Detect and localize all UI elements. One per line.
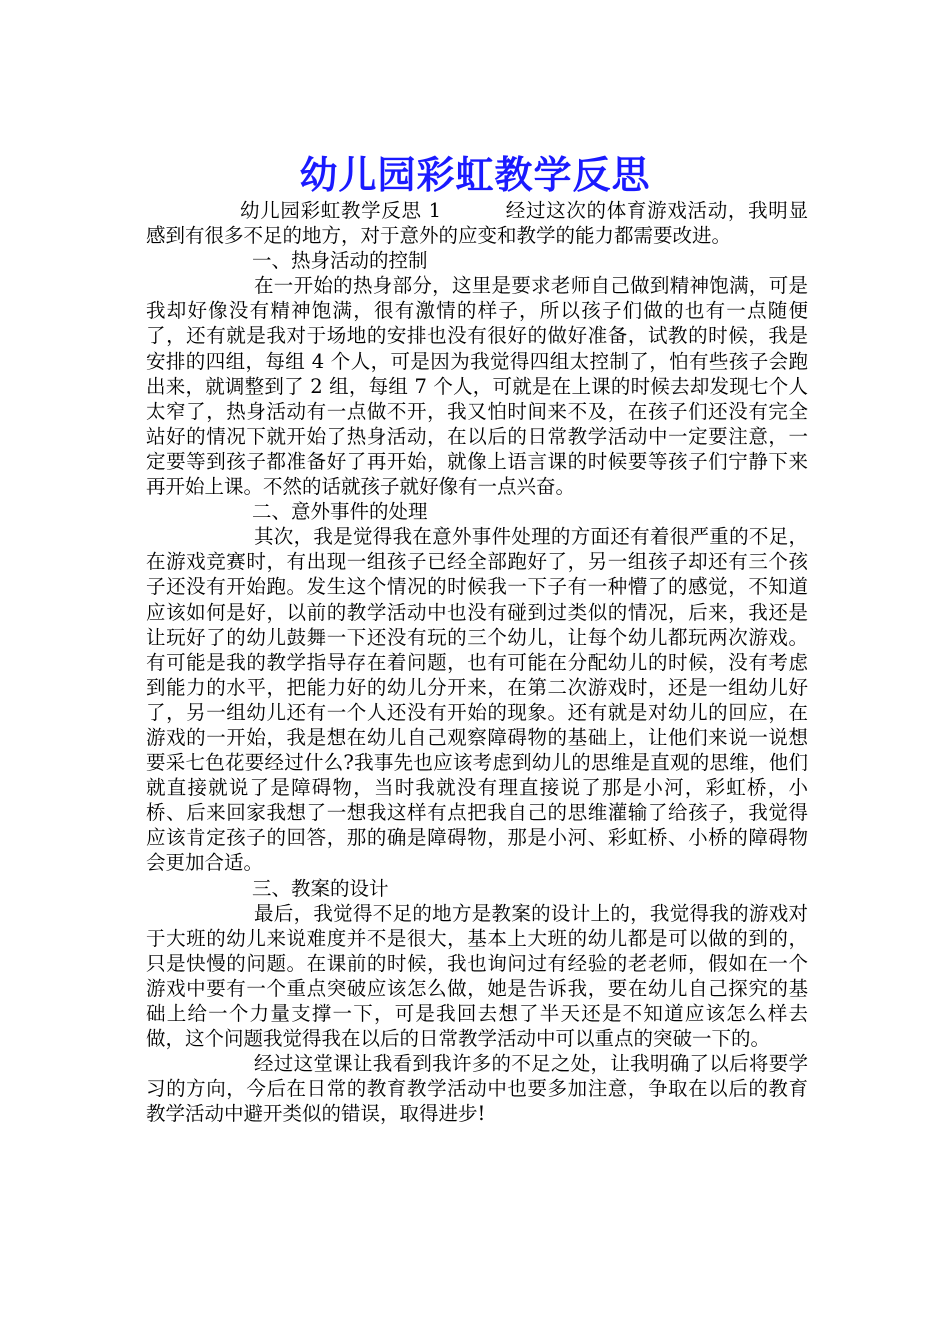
intro-label: 幼儿园彩虹教学反思 1 xyxy=(240,199,442,222)
section-heading-2: 二、意外事件的处理 xyxy=(252,500,428,524)
document-title: 幼儿园彩虹教学反思 xyxy=(299,152,651,198)
section-heading-3: 三、教案的设计 xyxy=(252,876,389,900)
intro-paragraph xyxy=(146,198,808,248)
conclusion-paragraph: 经过这堂课让我看到我许多的不足之处，让我明确了以后将要学习的方向，今后在日常的教育教学活动中也要多加注意，争取在以后的教育教学活动中避开类似的错误，取得进步! xyxy=(146,1052,808,1126)
section-paragraph-1: 在一开始的热身部分，这里是要求老师自己做到精神饱满，可是我却好像没有精神饱满，很有激情的样子，所以孩子们做的也有一点随便了，还有就是我对于场地的安排也没有很好的做好准备，试教的时候，我是安排的四组，每组 4 个人，可是因为我觉得四组太控制了，怕有些孩子会跑出来，就调整到了 2 组，每组 7 个人，可就是在上课的时候去却发现七个人太窄了，热身活动有一点做不开，我又怕时间来不及，在孩子们还没有完全站好的情况下就开始了热身活动，在以后的日常教学活动中一定要注意，一定要等到孩子都准备好了再开始，就像上语言课的时候要等孩子们宁静下来再开始上课。不然的话就孩子就好像有一点兴奋。 xyxy=(146,274,808,499)
section-heading-1: 一、热身活动的控制 xyxy=(252,249,428,273)
section-paragraph-3: 最后，我觉得不足的地方是教案的设计上的，我觉得我的游戏对于大班的幼儿来说难度并不是很大，基本上大班的幼儿都是可以做的到的，只是快慢的问题。在课前的时候，我也询问过有经验的老老师，假如在一个游戏中要有一个重点突破应该怎么做，她是告诉我，要在幼儿自己探究的基础上给一个力量支撑一下，可是我回去想了半天还是不知道应该怎么样去做，这个问题我觉得我在以后的日常教学活动中可以重点的突破一下的。 xyxy=(146,901,808,1051)
section-paragraph-2: 其次，我是觉得我在意外事件处理的方面还有着很严重的不足，在游戏竞赛时，有出现一组孩子已经全部跑好了，另一组孩子却还有三个孩子还没有开始跑。发生这个情况的时候我一下子有一种懵了的感觉，不知道应该如何是好，以前的教学活动中也没有碰到过类似的情况，后来，我还是让玩好了的幼儿鼓舞一下还没有玩的三个幼儿，让每个幼儿都玩两次游戏。有可能是我的教学指导存在着问题，也有可能在分配幼儿的时候，没有考虑到能力的水平，把能力好的幼儿分开来，在第二次游戏时，还是一组幼儿好了，另一组幼儿还有一个人还没有开始的现象。还有就是对幼儿的回应，在游戏的一开始，我是想在幼儿自己观察障碍物的基础上，让他们来说一说想要采七色花要经过什么?我事先也应该考虑到幼儿的思维是直观的思维，他们就直接就说了是障碍物，当时我就没有理直接说了那是小河，彩虹桥，小桥、后来回家我想了一想我这样有点把我自己的思维灌输了给孩子，我觉得应该肯定孩子的回答，那的确是障碍物，那是小河、彩虹桥、小桥的障碍物会更加合适。 xyxy=(146,525,808,875)
document-body xyxy=(146,198,808,1126)
intro-text: 经过这次的体育游戏活动，我明显感到有很多不足的地方，对于意外的应变和教学的能力都需要改进。 xyxy=(146,199,808,248)
